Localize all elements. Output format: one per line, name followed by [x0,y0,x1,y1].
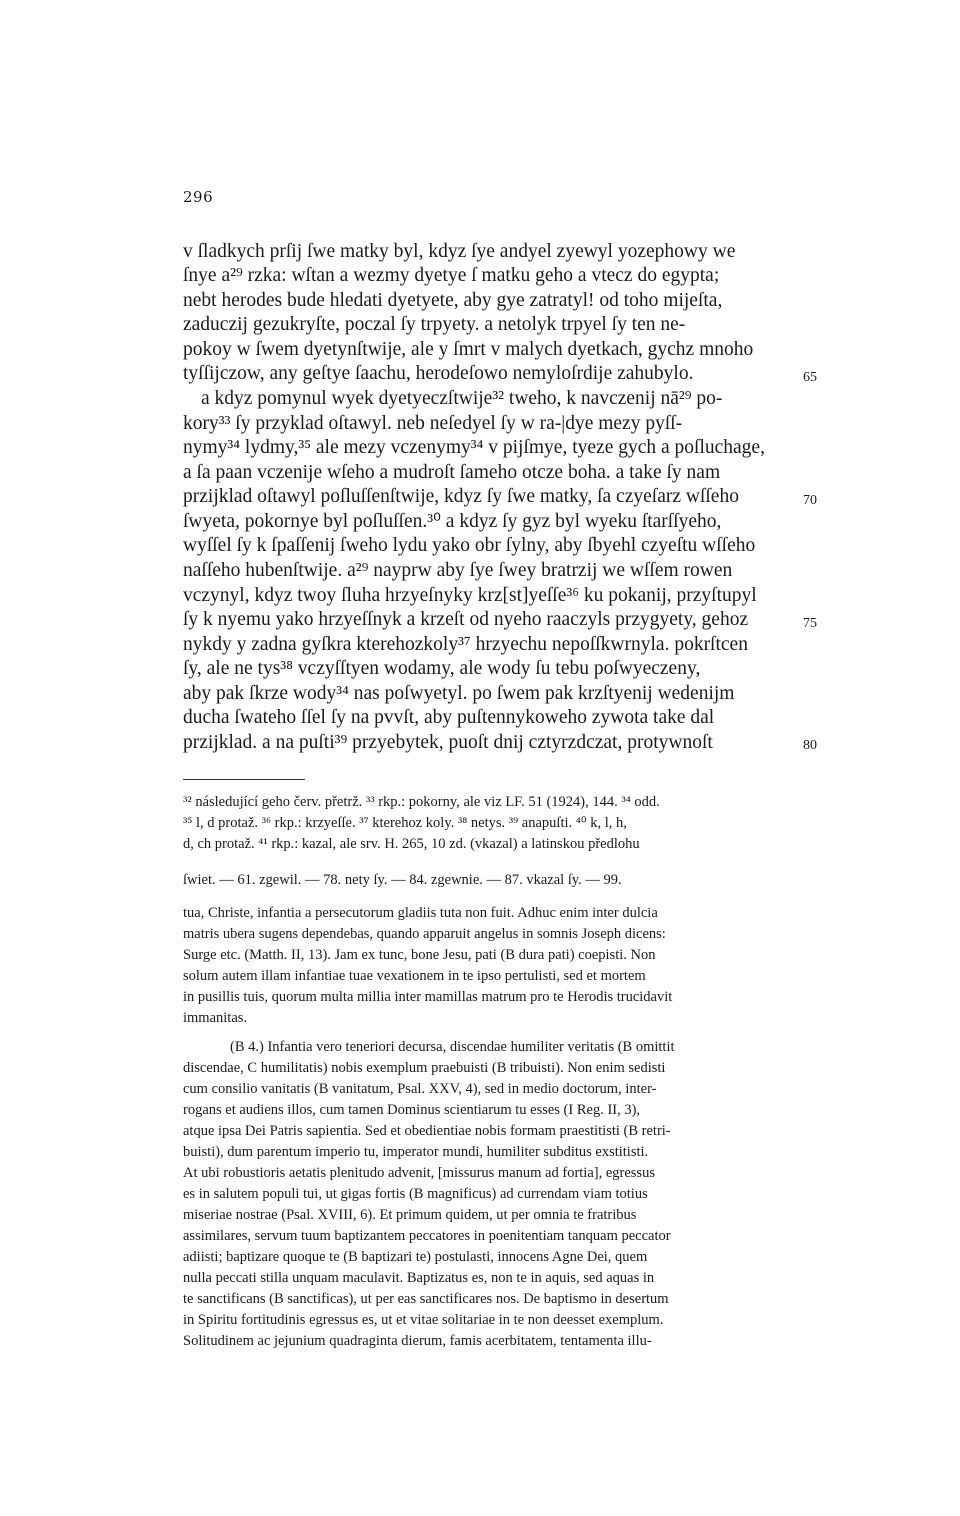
main-line: tyſſijczow, any geſtye ſaachu, herodeſowo nemyloſrdije zahubylo. [183,363,694,384]
latin-line: miseriae nostrae (Psal. XVIII, 6). Et primum quidem, ut per omnia te fratribus [183,1207,637,1223]
main-line: v ſladkych prſij ſwe matky byl, kdyz ſye andyel zyewyl yozephowy we [183,241,736,262]
main-line: ſy, ale ne tys³⁸ vczyſſtyen wodamy, ale wody ſu tebu poſwyeczeny, [183,658,701,679]
latin-line: in Spiritu fortitudinis egressus es, ut et vitae solitariae in te non deesset exemplum. [183,1312,664,1328]
footnote-line: ³² následující geho červ. přetrž. ³³ rkp.: pokorny, ale viz LF. 51 (1924), 144. ³⁴ odd. [183,794,660,810]
main-line: pokoy w ſwem dyetynſtwije, ale y ſmrt v malych dyetkach, gychz mnoho [183,339,754,360]
line-number: 65 [803,370,817,385]
latin-line: cum consilio vanitatis (B vanitatum, Psal. XXV, 4), sed in medio doctorum, inter- [183,1081,657,1097]
latin-line: es in salutem populi tui, ut gigas fortis (B magnificus) ad currendam viam totius [183,1186,648,1202]
footnote-line: d, ch protaž. ⁴¹ rkp.: kazal, ale srv. H. 265, 10 zd. (vkazal) a latinskou předlohu [183,836,640,852]
latin-line: Solitudinem ac jejunium quadraginta dierum, famis acerbitatem, tentamenta illu- [183,1333,652,1349]
latin-line: At ubi robustioris aetatis plenitudo advenit, [missurus manum ad fortia], egressus [183,1165,655,1181]
main-line: nykdy y zadna gyſkra kterehozkoly³⁷ hrzyechu nepoſſkwrnyla. pokrſtcen [183,634,748,655]
footnote-line: ³⁵ l, d protaž. ³⁶ rkp.: krzyeſſe. ³⁷ kterehoz koly. ³⁸ netys. ³⁹ anapuſti. ⁴⁰ k, l, h, [183,815,627,831]
main-line: ducha ſwateho ſſel ſy na pvvſt, aby puſtennykoweho zywota take dal [183,707,715,728]
latin-line: matris ubera sugens dependebas, quando apparuit angelus in somnis Joseph dicens: [183,926,666,942]
footnote-rule [183,779,305,780]
latin-line: te sanctificans (B sanctificas), ut per eas sanctificares nos. De baptismo in desertum [183,1291,669,1307]
latin-line: adiisti; baptizare quoque te (B baptizari te) postulasti, innocens Agne Dei, quem [183,1249,648,1265]
page-number: 296 [183,188,214,206]
latin-line: buisti), dum parentum imperio tu, imperator mundi, humiliter subditus exstitisti. [183,1144,649,1160]
latin-line: solum autem illam infantiae tuae vexationem in te ipso pertulisti, sed et mortem [183,968,646,984]
latin-line: nulla peccati stilla unquam maculavit. Baptizatus es, non te in aquis, sed aquas in [183,1270,655,1286]
line-number: 80 [803,738,817,753]
latin-line: immanitas. [183,1010,248,1026]
variant-readings: ſwiet. — 61. zgewil. — 78. nety ſy. — 84. zgewnie. — 87. vkazal ſy. — 99. [183,872,622,888]
main-line: kory³³ ſy przyklad oſtawyl. neb neſedyel ſy w ra-|dye mezy pyſſ- [183,413,683,434]
main-line: a kdyz pomynul wyek dyetyeczſtwije³² tweho, k navczenij nā²⁹ po- [201,388,723,409]
main-line: zaduczij gezukryſte, poczal ſy trpyety. a netolyk trpyel ſy ten ne- [183,314,686,335]
latin-line: assimilares, servum tuum baptizantem peccatores in poenitentiam tanquam peccator [183,1228,671,1244]
main-line: ſy k nyemu yako hrzyeſſnyk a krzeſt od nyeho raaczyls przygyety, gehoz [183,609,749,630]
line-number: 70 [803,493,817,508]
main-line: vczynyl, kdyz twoy ſluha hrzyeſnyky krz[st]yeſſe³⁶ ku pokanij, przyſtupyl [183,585,757,606]
main-line: naſſeho hubenſtwije. a²⁹ nayprw aby ſye ſwey bratrzij we wſſem rowen [183,560,733,581]
latin-line: discendae, C humilitatis) nobis exemplum praebuisti (B tribuisti). Non enim sedisti [183,1060,666,1076]
main-line: ſwyeta, pokornye byl poſluſſen.³⁰ a kdyz ſy gyz byl wyeku ſtarſſyeho, [183,511,722,532]
main-line: nymy³⁴ lydmy,³⁵ ale mezy vczenymy³⁴ v pijſmye, tyeze gych a poſluchage, [183,437,765,458]
latin-line: in pusillis tuis, quorum multa millia inter mamillas matrum pro te Herodis trucidavit [183,989,673,1005]
main-line: przijklad oſtawyl poſluſſenſtwije, kdyz ſy ſwe matky, ſa czyeſarz wſſeho [183,486,739,507]
latin-line: Surge etc. (Matth. II, 13). Jam ex tunc, bone Jesu, pati (B dura pati) coepisti. Non [183,947,656,963]
main-line: nebt herodes bude hledati dyetyete, aby gye zatratyl! od toho mijeſta, [183,290,723,311]
line-number: 75 [803,616,817,631]
main-line: wyſſel ſy k ſpaſſenij ſweho lydu yako obr ſylny, aby ſbyehl czyeſtu wſſeho [183,535,756,556]
main-line: a ſa paan vczenije wſeho a mudroſt ſameho otcze boha. a take ſy nam [183,462,721,483]
main-line: aby pak ſkrze wody³⁴ nas poſwyetyl. po ſwem pak krzſtyenij wedenijm [183,683,735,704]
latin-line: rogans et audiens illos, cum tamen Dominus scientiarum tu esses (I Reg. II, 3), [183,1102,641,1118]
main-line: przijklad. a na puſti³⁹ przyebytek, puoſt dnij cztyrzdczat, protywnoſt [183,732,713,753]
latin-line: (B 4.) Infantia vero teneriori decursa, discendae humiliter veritatis (B omittit [230,1039,675,1055]
latin-line: tua, Christe, infantia a persecutorum gladiis tuta non fuit. Adhuc enim inter dulcia [183,905,658,921]
main-line: ſnye a²⁹ rzka: wſtan a wezmy dyetye ſ matku geho a vtecz do egypta; [183,265,720,286]
latin-line: atque ipsa Dei Patris sapientia. Sed et obedientiae nobis formam praestitisti (B retri- [183,1123,671,1139]
